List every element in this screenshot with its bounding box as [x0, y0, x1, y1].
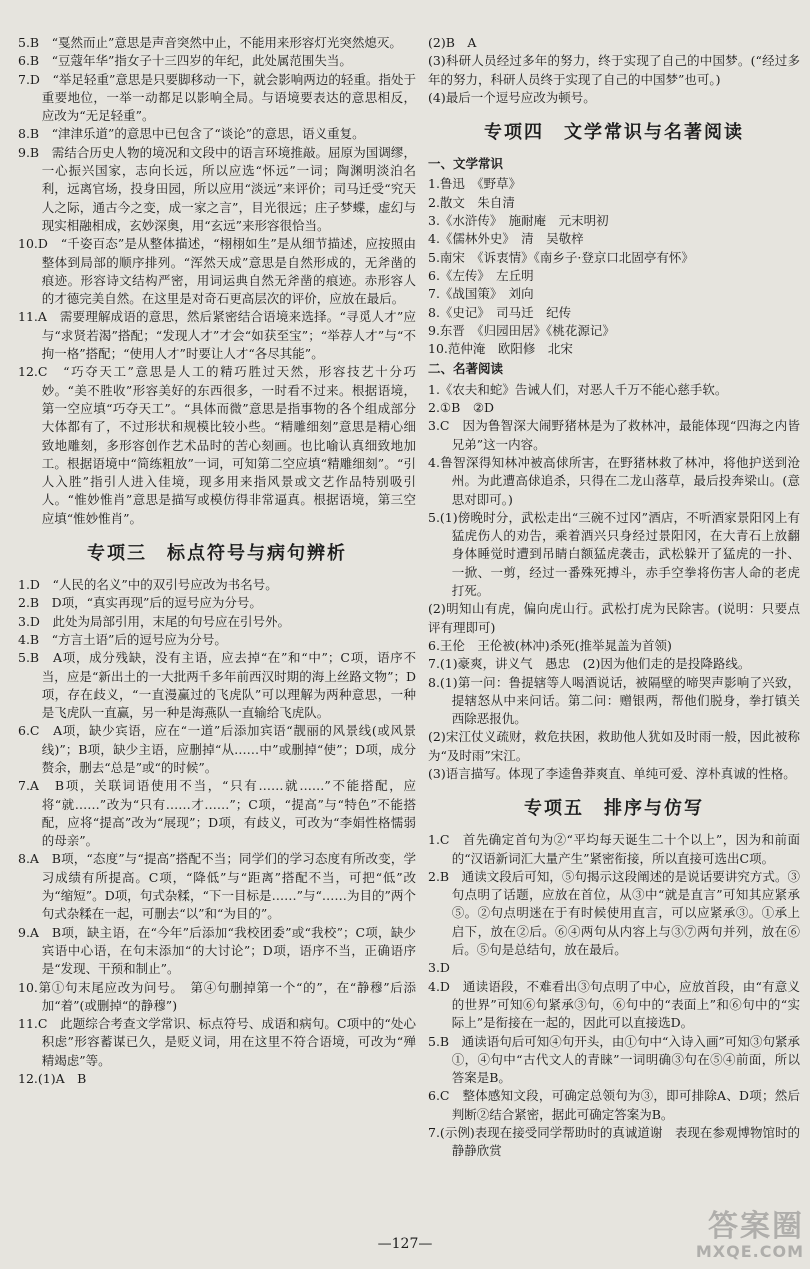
watermark-logo	[654, 1209, 804, 1264]
answer-item: 5.B 通读语句后可知④句开头，由①句中“入诗入画”可知③句紧承①，④句中“古代文人的青睐”一词明确③句在⑤④前面，所以答案是B。	[428, 1033, 800, 1086]
answer-item: (2)B A	[428, 35, 477, 50]
answer-item: 3.D	[428, 960, 450, 976]
answer-item: 1.《农夫和蛇》告诫人们，对恶人千万不能心慈手软。	[428, 381, 728, 397]
answer-item: 12.(1)A B	[18, 1071, 87, 1087]
answer-item: 5.B A项，成分残缺，没有主语，应去掉“在”和“中”；C项，语序不当，应是“新出土的一大批两千多年前西汉时期的海上丝路文物”；D项，存在歧义，“一直漫赢过的飞虎队”可以理解为两种意思，一种是飞虎队一直赢，另一种是海燕队一直输给飞虎队。	[18, 650, 416, 721]
answer-item: 10.D “千姿百态”是从整体描述，“栩栩如生”是从细节描述，应按照由整体到局部的顺序排列。“浑然天成”意思是自然形成的，无斧凿的痕迹。形容诗文结构严密，用词运典自然无斧凿的痕迹。赤形容人的才德完美自然。在这里是对奇石更高层次的评价，应放在最后。	[18, 236, 416, 307]
answer-item: 8.《史记》 司马迁 纪传	[428, 304, 572, 320]
answer-item: 7.《战国策》 刘向	[428, 286, 534, 302]
page-number: —127—	[377, 1236, 433, 1252]
answer-item: 6.B “豆蔻年华”指女子十三四岁的年纪，此处属范围失当。	[18, 53, 352, 69]
answer-item: 1.鲁迅 《野草》	[428, 176, 522, 192]
subsection-heading: 一、文学常识	[428, 156, 504, 172]
section-title: 专项五 排序与仿写	[524, 798, 704, 820]
answer-item: 8.(1)第一问：鲁提辖等人喝酒说话，被隔壁的啼哭声影响了兴致，提辖怒从中来问话。第二问：赠银两，帮他们脱身，拳打镇关西除恶报仇。	[428, 674, 800, 727]
left-column	[18, 34, 416, 1088]
answer-item: 4.鲁智深得知林冲被高俅所害，在野猪林救了林冲，将他护送到沧州。为此遭高俅追杀，只得在二龙山落草，最后投奔梁山。(意思对即可。)	[428, 454, 800, 507]
watermark-url: MXQE.COM	[695, 1242, 804, 1261]
answer-item: 9.A B项，缺主语，在“今年”后添加“我校团委”或“我校”；C项，缺少宾语中心语，在句末添加“的大讨论”；D项，语序不当，正确语序是“发现、干预和制止”。	[18, 924, 416, 977]
answer-item: 11.A 需要理解成语的意思，然后紧密结合语境来选择。“寻觅人才”应与“求贤若渴”搭配；“发现人才”才会“如获至宝”；“举荐人才”与“不拘一格”搭配；“使用人才”时要让人才“各尽其能”。	[18, 309, 416, 362]
answer-continuation: (3)科研人员经过多年的努力，终于实现了自己的中国梦。(“经过多年的努力，科研人员终于实现了自己的中国梦”也可。)	[428, 53, 800, 87]
section-title: 专项四 文学常识与名著阅读	[484, 122, 744, 144]
answer-item: 12.C “巧夺天工”意思是人工的精巧胜过天然，形容技艺十分巧妙。“美不胜收”形容美好的东西很多，一时看不过来。根据语境，第一空应填“巧夺天工”。“具体而微”意思是指事物的各个组成部分大体都有了，不过形状和规模比较小些。“精雕细刻”意思是精心细致地雕刻，多形容创作艺术品时的苦心刻画。也比喻认真细致地加工。根据语境中“简练粗放”一词，可知第二空应填“精雕细刻”。“引人入胜”指引人进入佳境，现多用来指风景或文艺作品特别吸引人。“惟妙惟肖”意思是描写或模仿得非常逼真。根据语境，第三空应填“惟妙惟肖”。	[18, 364, 416, 526]
answer-item: 10.范仲淹 欧阳修 北宋	[428, 341, 573, 357]
answer-item: 4.B “方言土语”后的逗号应为分号。	[18, 631, 227, 647]
answer-item: 2.B 通读文段后可知，⑤句揭示这段阐述的是说话要讲究方式。③句点明了话题，应放在首位，从③中“就是直言”可知其应紧承⑤。②句点明迷在于有时候使用直言，可以应紧承③。①承上启下，放在②后。⑥④两句从内容上与③⑦两句并列，放在⑥后。⑤句是总结句，放在最后。	[428, 868, 800, 958]
answer-item: 1.C 首先确定首句为②“平均每天诞生二十个以上”，因为和前面的“汉语新词汇大量产生”紧密衔接，所以直接可选出C项。	[428, 832, 800, 866]
answer-continuation: (3)语言描写。体现了李逵鲁莽爽直、单纯可爱、淳朴真诚的性格。	[428, 765, 796, 781]
answer-item: 8.A B项，“态度”与“提高”搭配不当；同学们的学习态度有所改变，学习成绩有所提高。C项，“降低”与“距离”搭配不当，可把“低”改为“缩短”。D项，句式杂糅，“下一目标是……”与“……为目的”两个句式杂糅在一起，可删去“以”和“为目的”。	[18, 851, 416, 922]
answer-item: 9.B 需结合历史人物的境况和文段中的语言环境推敲。屈原为国调缪，一心振兴国家，志向长远，所以应选“怀远”一词；陶渊明淡泊名利，远离官场，投身田园，所以应用“淡远”来评价；司马迁受“究天人之际，通古今之变，成一家之言”，目光很远；庄子梦蝶，虚幻与现实相融相成，玄妙深奥，用“玄远”来形容很恰当。	[18, 144, 416, 233]
answer-continuation: (4)最后一个逗号应改为顿号。	[428, 89, 596, 105]
answer-item: 2.①B ②D	[428, 400, 495, 416]
answer-item: 7.A B项，关联词语使用不当，“只有……就……”不能搭配，应将“就……”改为“只有……才……”；C项，“提高”与“特色”不能搭配，应将“提高”改为“展现”；D项，有歧义，可改为“李娟性格懦弱的母亲”。	[18, 778, 416, 849]
answer-item: 3.C 因为鲁智深大闹野猪林是为了救林冲，最能体现“四海之内皆兄弟”这一内容。	[428, 418, 800, 452]
watermark-text: 答案圈	[708, 1209, 804, 1244]
subsection-heading: 二、名著阅读	[428, 361, 504, 377]
answer-item: 11.C 此题综合考查文学常识、标点符号、成语和病句。C项中的“处心积虑”形容蓄谋已久，是贬义词，用在这里不符合语境，可改为“殚精竭虑”等。	[18, 1016, 416, 1068]
answer-item: 1.D “人民的名义”中的双引号应改为书名号。	[18, 577, 278, 593]
answer-item: 7.(1)豪爽，讲义气 愚忠 (2)因为他们走的是投降路线。	[428, 656, 751, 672]
answer-item: 5.南宋 《诉衷情》《南乡子·登京口北固亭有怀》	[428, 249, 694, 265]
answer-continuation: (2)明知山有虎，偏向虎山行。武松打虎为民除害。(说明：只要点评有理即可)	[428, 601, 800, 635]
answer-item: 9.东晋 《归园田居》《桃花源记》	[428, 322, 615, 338]
answer-item: 7.D “举足轻重”意思是只要脚移动一下，就会影响两边的轻重。指处于重要地位，一举一动都足以影响全局。与语境要表达的意思相反，应改为“无足轻重”。	[18, 71, 416, 124]
answer-item: 6.王伦 王伦被(林冲)杀死(推举晁盖为首领)	[428, 637, 672, 653]
answer-item: 10.第①句末尾应改为问号。 第④句删掉第一个“的”，在“静穆”后添加“着”(或删掉“的静穆”)	[18, 979, 416, 1013]
right-column	[428, 34, 800, 1161]
answer-item: 4.《儒林外史》 清 吴敬梓	[428, 231, 584, 247]
answer-item: 4.D 通读语段，不难看出③句点明了中心，应放首段，由“有意义的世界”可知⑥句紧承③句，⑥句中的“表面上”和⑥句中的“实际上”是衔接在一起的，因此可以直接选D。	[428, 978, 800, 1031]
section-title: 专项三 标点符号与病句辨析	[87, 543, 347, 565]
answer-item: 7.(示例)表现在接受同学帮助时的真诚道谢 表现在参观博物馆时的静静欣赏	[428, 1125, 800, 1159]
answer-item: 6.《左传》 左丘明	[428, 267, 534, 283]
answer-continuation: (2)宋江仗义疏财，救危扶困，救助他人犹如及时雨一般，因此被称为“及时雨”宋江。	[428, 729, 800, 763]
answer-item: 5.B “戛然而止”意思是声音突然中止，不能用来形容灯光突然熄灭。	[18, 35, 402, 50]
answer-item: 5.(1)傍晚时分，武松走出“三碗不过冈”酒店，不听酒家景阳冈上有猛虎伤人的劝告，乘着酒兴只身经过景阳冈，在大青石上放翻身体睡觉时遭到吊睛白额猛虎袭击，武松躲开了猛虎的一扑、一掀、一剪，经过一番殊死搏斗，赤手空拳将伤害人命的老虎打死。	[428, 509, 800, 599]
answer-item: 3.D 此处为局部引用，末尾的句号应在引号外。	[18, 613, 290, 629]
answer-item: 2.B D项，“真实再现”后的逗号应为分号。	[18, 595, 262, 611]
answer-item: 2.散文 朱自清	[428, 194, 515, 210]
answer-item: 3.《水浒传》 施耐庵 元末明初	[428, 213, 609, 229]
answer-item: 6.C 整体感知文段，可确定总领句为③，即可排除A、D项；然后判断②结合紧密，据此可确定答案为B。	[428, 1088, 800, 1122]
answer-item: 8.B “津津乐道”的意思中已包含了“谈论”的意思，语义重复。	[18, 126, 365, 142]
answer-item: 6.C A项，缺少宾语，应在“一道”后添加宾语“靓丽的风景线(或风景线)”；B项，缺少主语，应删掉“从……中”或删掉“使”；D项，成分赘余，删去“总是”或“的时候”。	[18, 723, 416, 775]
